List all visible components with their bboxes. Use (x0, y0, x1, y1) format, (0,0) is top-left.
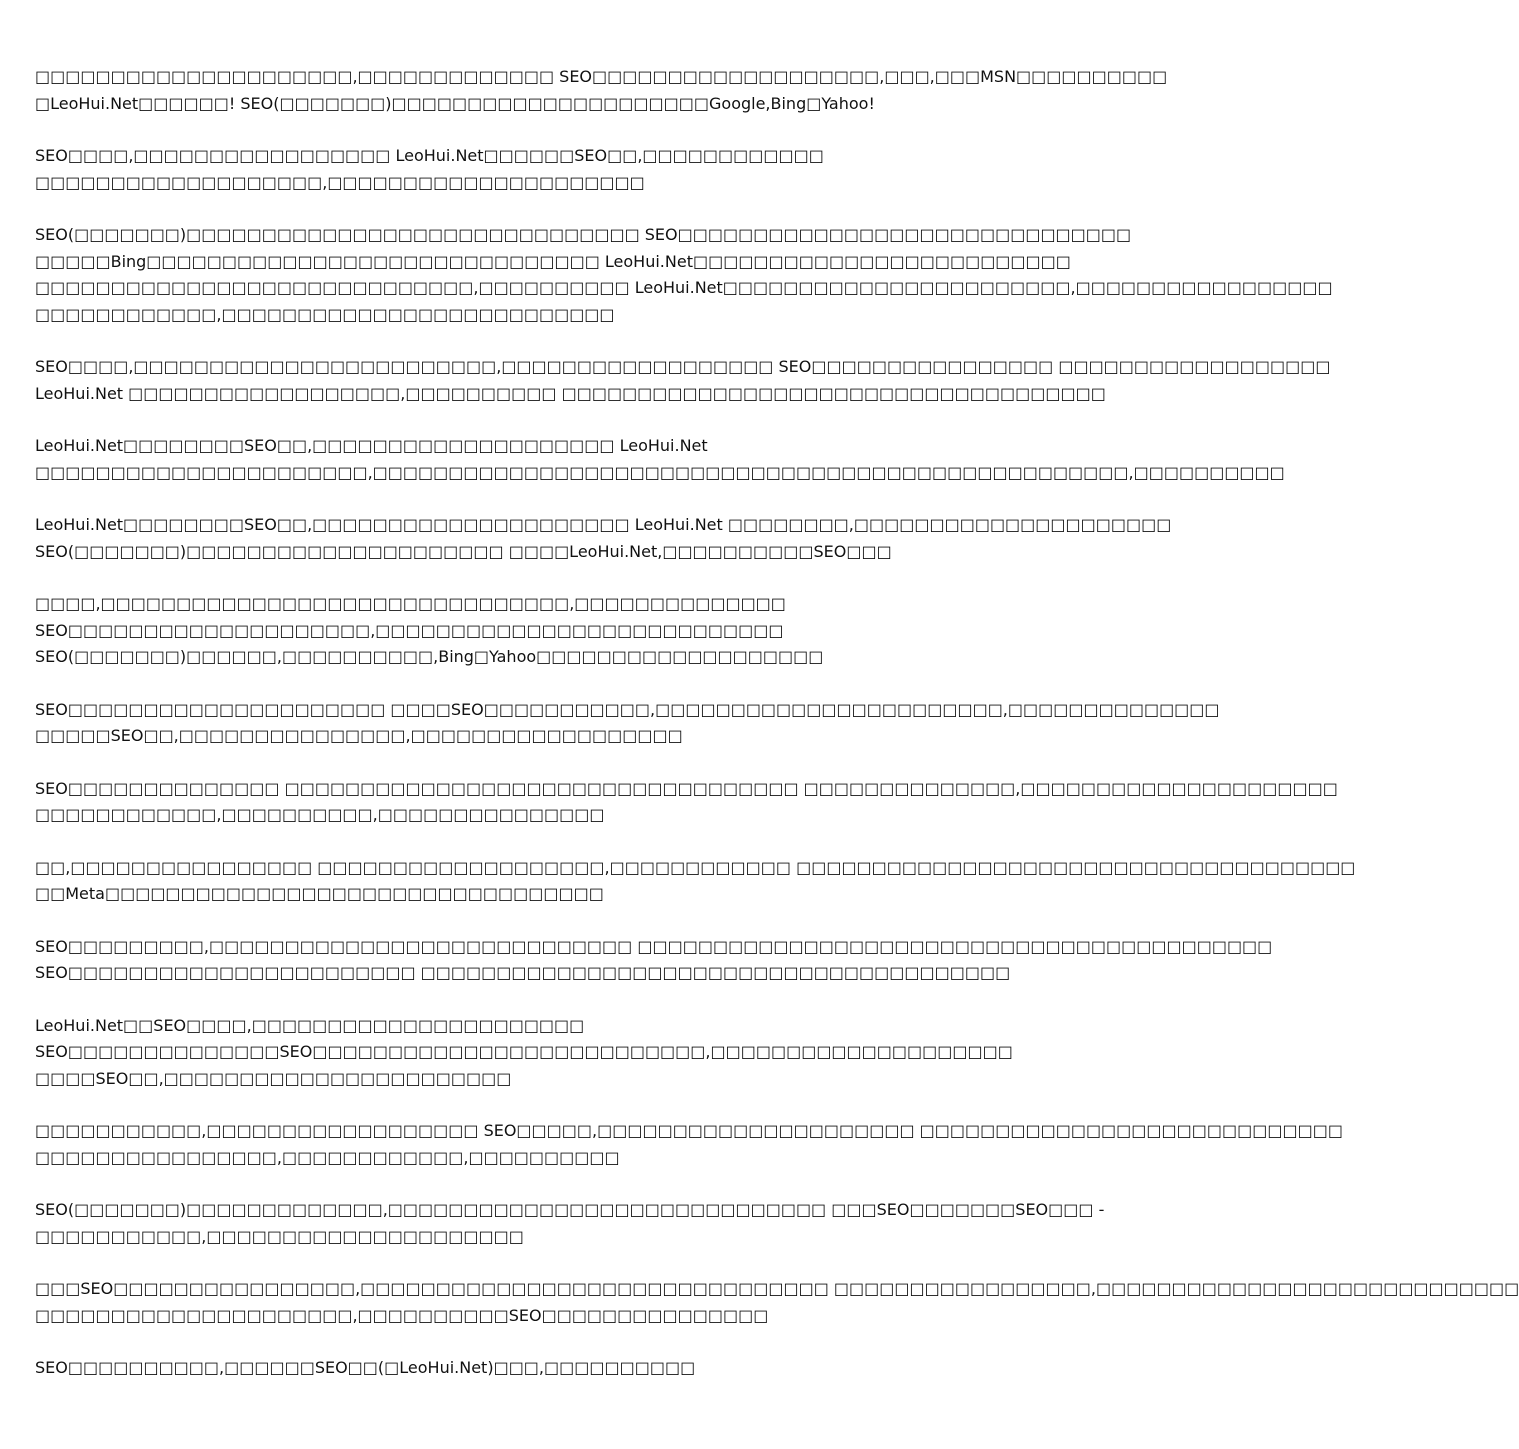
paragraph-line: □□□□□□□□□□□□,□□□□□□□□□□□□□□□□□□□□□□□□□□ (35, 304, 615, 324)
paragraph (35, 354, 1331, 407)
paragraph-line: □□,□□□□□□□□□□□□□□□□ □□□□□□□□□□□□□□□□□□□,□□□□□□□□□□□□ □□□□□□□□□□□□□□□□□□□□□□□□□□□□□□□□□□□□□ (35, 857, 1356, 877)
paragraph (35, 1197, 1105, 1250)
paragraph-line: □□□□□□□□□□□□□□□□□□□□□□□□□□□□□,□□□□□□□□□□ LeoHui.Net□□□□□□□□□□□□□□□□□□□□□□□,□□□□□□□□□□□□□□□□□ (35, 278, 1333, 297)
paragraph-line: □□□□□Bing□□□□□□□□□□□□□□□□□□□□□□□□□□□□□□ LeoHui.Net□□□□□□□□□□□□□□□□□□□□□□□□□ (35, 251, 1071, 271)
document-body (35, 64, 1519, 1408)
paragraph-line: SEO□□□□□□□□□□□□□□□□□□□□□□□ □□□□□□□□□□□□□□□□□□□□□□□□□□□□□□□□□□□□□□□ (35, 963, 1011, 982)
paragraph (35, 1355, 995, 1382)
paragraph (35, 1276, 1519, 1329)
paragraph (35, 64, 1168, 117)
paragraph-line: □□□□□SEO□□,□□□□□□□□□□□□□□□,□□□□□□□□□□□□□□□□□□ (35, 726, 683, 745)
paragraph (35, 222, 1333, 328)
paragraph (35, 1118, 1343, 1171)
paragraph (35, 934, 1273, 987)
paragraph (35, 697, 1220, 750)
paragraph-line: SEO□□□□□□□□□□□□□□□□□□□□,□□□□□□□□□□□□□□□□□□□□□□□□□□□ (35, 620, 784, 640)
paragraph (35, 512, 1172, 565)
paragraph-line: SEO(□□□□□□□)□□□□□□□□□□□□□□□□□□□□□□□□□□□□□□ SEO□□□□□□□□□□□□□□□□□□□□□□□□□□□□□□ (35, 225, 1132, 244)
paragraph-line: □□□□□□□□□□□□□□□□□□□□□,□□□□□□□□□□□□□ SEO□□□□□□□□□□□□□□□□□□□,□□□,□□□MSN□□□□□□□□□□ (35, 67, 1168, 86)
paragraph-line: SEO(□□□□□□□)□□□□□□,□□□□□□□□□□,Bing□Yahoo□□□□□□□□□□□□□□□□□□□ (35, 647, 824, 666)
paragraph-line: □□□□□□□□□□□□□□□□□□□□□□,□□□□□□□□□□□□□□□□□□□□□□□□□□□□□□□□□□□□□□□□□□□□□□□□□□,□□□□□□□□□□ (35, 462, 1285, 482)
paragraph-line: SEO(□□□□□□□)□□□□□□□□□□□□□□□□□□□□□ □□□□LeoHui.Net,□□□□□□□□□□SEO□□□ (35, 541, 892, 561)
paragraph-line: LeoHui.Net□□□□□□□□SEO□□,□□□□□□□□□□□□□□□□□□□□ LeoHui.Net (35, 436, 708, 455)
paragraph (35, 1013, 1013, 1093)
paragraph-line: □□□□□□□□□□□□□□□□□□□□□,□□□□□□□□□□SEO□□□□□□□□□□□□□□□ (35, 1305, 769, 1325)
paragraph (35, 591, 995, 671)
paragraph (35, 433, 1285, 486)
paragraph-line: □□□□,□□□□□□□□□□□□□□□□□□□□□□□□□□□□□□□,□□□□□□□□□□□□□□ (35, 594, 786, 613)
paragraph-line: □□□□□□□□□□□□□□□□□□□,□□□□□□□□□□□□□□□□□□□□□ (35, 172, 645, 192)
paragraph-line: SEO□□□□□□□□□,□□□□□□□□□□□□□□□□□□□□□□□□□□□□ □□□□□□□□□□□□□□□□□□□□□□□□□□□□□□□□□□□□□□□□□□ (35, 936, 1273, 956)
paragraph-line: SEO□□□□□□□□□□,□□□□□□SEO□□(□LeoHui.Net)□□□,□□□□□□□□□□ (35, 1358, 696, 1377)
paragraph-line: SEO□□□□,□□□□□□□□□□□□□□□□□ LeoHui.Net□□□□□□SEO□□,□□□□□□□□□□□□ (35, 146, 824, 165)
paragraph-line: □LeoHui.Net□□□□□□! SEO(□□□□□□□)□□□□□□□□□□□□□□□□□□□□□Google,Bing□Yahoo! (35, 93, 875, 113)
paragraph-line: □□□□□□□□□□□,□□□□□□□□□□□□□□□□□□ SEO□□□□□,□□□□□□□□□□□□□□□□□□□□□ □□□□□□□□□□□□□□□□□□□□□□□□□□□□ (35, 1121, 1343, 1140)
paragraph-line: SEO□□□□□□□□□□□□□□ □□□□□□□□□□□□□□□□□□□□□□□□□□□□□□□□□□ □□□□□□□□□□□□□□,□□□□□□□□□□□□□□□□□□□□□ (35, 778, 1338, 798)
paragraph-line: SEO□□□□,□□□□□□□□□□□□□□□□□□□□□□□□,□□□□□□□□□□□□□□□□□□ SEO□□□□□□□□□□□□□□□□ □□□□□□□□□□□□□□□□□□ (35, 357, 1331, 376)
paragraph-line: LeoHui.Net□□□□□□□□SEO□□,□□□□□□□□□□□□□□□□□□□□□ LeoHui.Net □□□□□□□□,□□□□□□□□□□□□□□□□□□□□□ (35, 515, 1172, 534)
paragraph-line: □□□□□□□□□□□,□□□□□□□□□□□□□□□□□□□□□ (35, 1226, 524, 1246)
paragraph (35, 143, 995, 196)
paragraph-line: LeoHui.Net □□□□□□□□□□□□□□□□□□,□□□□□□□□□□ □□□□□□□□□□□□□□□□□□□□□□□□□□□□□□□□□□□□ (35, 383, 1106, 403)
paragraph-line: SEO(□□□□□□□)□□□□□□□□□□□□□,□□□□□□□□□□□□□□□□□□□□□□□□□□□□□ □□□SEO□□□□□□□SEO□□□ - (35, 1200, 1105, 1219)
paragraph-line: □□Meta□□□□□□□□□□□□□□□□□□□□□□□□□□□□□□□□□ (35, 884, 604, 903)
paragraph (35, 776, 1338, 829)
paragraph-line: □□□□SEO□□,□□□□□□□□□□□□□□□□□□□□□□□ (35, 1068, 512, 1088)
paragraph-line: □□□□□□□□□□□□,□□□□□□□□□□,□□□□□□□□□□□□□□□ (35, 805, 605, 824)
paragraph (35, 855, 1356, 908)
paragraph-line: □□□□□□□□□□□□□□□□,□□□□□□□□□□□□,□□□□□□□□□□ (35, 1147, 620, 1167)
paragraph-line: SEO□□□□□□□□□□□□□□SEO□□□□□□□□□□□□□□□□□□□□□□□□□□,□□□□□□□□□□□□□□□□□□□□ (35, 1042, 1013, 1061)
paragraph-line: SEO□□□□□□□□□□□□□□□□□□□□□ □□□□SEO□□□□□□□□□□□,□□□□□□□□□□□□□□□□□□□□□□□,□□□□□□□□□□□□□□ (35, 699, 1220, 719)
paragraph-line: □□□SEO□□□□□□□□□□□□□□□□,□□□□□□□□□□□□□□□□□□□□□□□□□□□□□□□ □□□□□□□□□□□□□□□□□,□□□□□□□□□□□□□□□□□□□□□□□□□□□□ (35, 1279, 1519, 1298)
paragraph-line: LeoHui.Net□□SEO□□□□,□□□□□□□□□□□□□□□□□□□□□□ (35, 1015, 585, 1035)
